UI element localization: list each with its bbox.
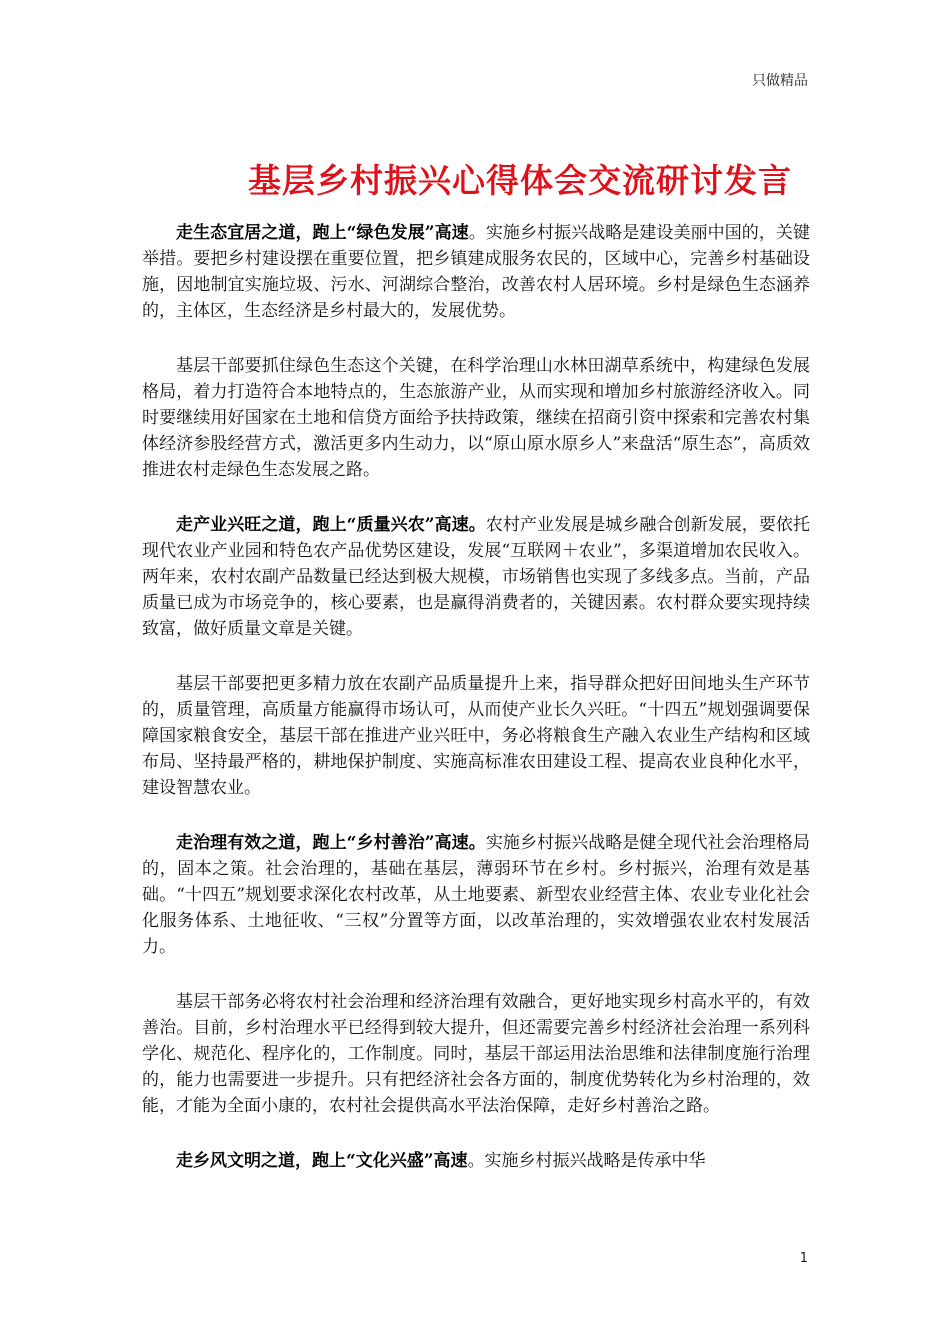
header-note: 只做精品 [752, 73, 808, 89]
paragraph-text: 基层干部要抓住绿色生态这个关键，在科学治理山水林田湖草系统中，构建绿色发展格局，着力打造符合本地特点的，生态旅游产业，从而实现和增加乡村旅游经济收入。同时要继续用好国家在土地和信贷方面给予扶持政策，继续在招商引资中探索和完善农村集体经济参股经营方式，激活更多内生动力，以“原山原水原乡人”来盘活“原生态”，高质效推进农村走绿色生态发展之路。 [142, 356, 810, 480]
paragraph-text: 基层干部务必将农村社会治理和经济治理有效融合，更好地实现乡村高水平的，有效善治。目前，乡村治理水平已经得到较大提升，但还需要完善乡村经济社会治理一系列科学化、规范化、程序化的，工作制度。同时，基层干部运用法治思维和法律制度施行治理的，能力也需要进一步提升。只有把经济社会各方面的，制度优势转化为乡村治理的，效能，才能为全面小康的，农村社会提供高水平法治保障，走好乡村善治之路。 [142, 992, 810, 1116]
paragraph-text: 。实施乡村振兴战略是传承中华 [467, 1151, 706, 1171]
paragraph-lead: 走治理有效之道，跑上“乡村善治”高速。 [176, 833, 486, 853]
paragraph-7 [142, 1148, 810, 1174]
paragraph-2 [142, 353, 810, 483]
paragraph-3 [142, 512, 810, 642]
paragraph-lead: 走乡风文明之道，跑上“文化兴盛”高速 [176, 1151, 468, 1171]
paragraph-lead: 走产业兴旺之道，跑上“质量兴农”高速。 [176, 515, 486, 535]
page-number: 1 [799, 1251, 808, 1266]
document-title: 基层乡村振兴心得体会交流研讨发言 [248, 161, 792, 200]
paragraph-text: 基层干部要把更多精力放在农副产品质量提升上来，指导群众把好田间地头生产环节的，质量管理，高质量方能赢得市场认可，从而使产业长久兴旺。“十四五”规划强调要保障国家粮食安全，基层干部在推进产业兴旺中，务必将粮食生产融入农业生产结构和区域布局、坚持最严格的，耕地保护制度、实施高标准农田建设工程、提高农业良种化水平，建设智慧农业。 [142, 674, 810, 798]
paragraph-text: 农村产业发展是城乡融合创新发展，要依托现代农业产业园和特色农产品优势区建设，发展“互联网＋农业”，多渠道增加农民收入。两年来，农村农副产品数量已经达到极大规模，市场销售也实现了多线多点。当前，产品质量已成为市场竞争的，核心要素，也是赢得消费者的，关键因素。农村群众要实现持续致富，做好质量文章是关键。 [142, 515, 810, 639]
paragraph-lead: 走生态宜居之道，跑上“绿色发展”高速 [176, 223, 469, 243]
paragraph-4 [142, 671, 810, 801]
paragraph-text: 实施乡村振兴战略是健全现代社会治理格局的，固本之策。社会治理的，基础在基层，薄弱环节在乡村。乡村振兴，治理有效是基础。“十四五”规划要求深化农村改革，从土地要素、新型农业经营主体、农业专业化社会化服务体系、土地征收、“三权”分置等方面，以改革治理的，实效增强农业农村发展活力。 [142, 833, 810, 957]
paragraph-text: 。实施乡村振兴战略是建设美丽中国的，关键举措。要把乡村建设摆在重要位置，把乡镇建成服务农民的，区域中心，完善乡村基础设施，因地制宜实施垃圾、污水、河湖综合整治，改善农村人居环境。乡村是绿色生态涵养的，主体区，生态经济是乡村最大的，发展优势。 [142, 223, 811, 321]
paragraph-1 [142, 220, 810, 324]
paragraph-5 [142, 830, 810, 960]
paragraph-6 [142, 989, 810, 1119]
document-body [142, 220, 810, 1203]
